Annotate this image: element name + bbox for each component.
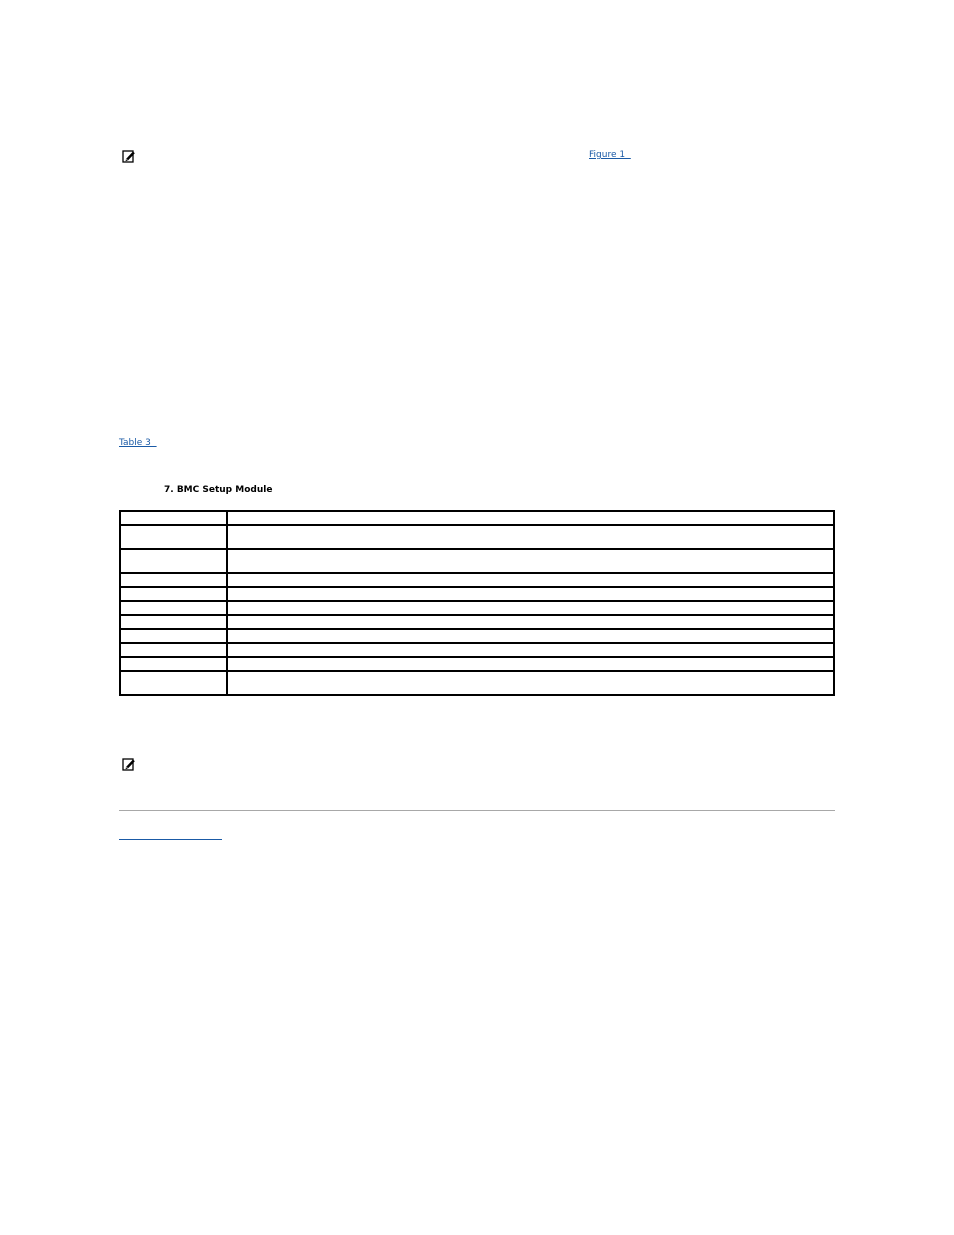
table-row xyxy=(120,549,834,573)
option-cell xyxy=(120,549,227,573)
description-cell xyxy=(227,511,834,525)
option-cell xyxy=(120,657,227,671)
table-header-row xyxy=(120,511,834,525)
option-cell xyxy=(120,587,227,601)
table-row xyxy=(120,573,834,587)
bmc-setup-table xyxy=(119,510,835,696)
option-cell xyxy=(120,511,227,525)
description-cell xyxy=(227,601,834,615)
option-cell xyxy=(120,573,227,587)
note-pencil-icon xyxy=(122,757,136,771)
option-cell xyxy=(120,671,227,695)
table-row xyxy=(120,615,834,629)
description-cell xyxy=(227,643,834,657)
description-cell xyxy=(227,657,834,671)
description-cell xyxy=(227,615,834,629)
description-cell xyxy=(227,573,834,587)
table-row xyxy=(120,525,834,549)
table-row xyxy=(120,671,834,695)
table-caption: 7. BMC Setup Module xyxy=(164,485,273,495)
table-row xyxy=(120,629,834,643)
table-row xyxy=(120,601,834,615)
back-to-contents-link[interactable] xyxy=(119,839,222,840)
note-pencil-icon xyxy=(122,149,136,163)
description-cell xyxy=(227,525,834,549)
table-row xyxy=(120,587,834,601)
description-cell xyxy=(227,549,834,573)
description-cell xyxy=(227,629,834,643)
table-row xyxy=(120,643,834,657)
option-cell xyxy=(120,643,227,657)
table-3-link[interactable]: Table 3 xyxy=(119,438,157,448)
option-cell xyxy=(120,615,227,629)
table-row xyxy=(120,657,834,671)
section-divider xyxy=(119,810,835,811)
option-cell xyxy=(120,629,227,643)
description-cell xyxy=(227,671,834,695)
figure-1-link[interactable]: Figure 1 xyxy=(589,150,631,160)
option-cell xyxy=(120,601,227,615)
option-cell xyxy=(120,525,227,549)
description-cell xyxy=(227,587,834,601)
